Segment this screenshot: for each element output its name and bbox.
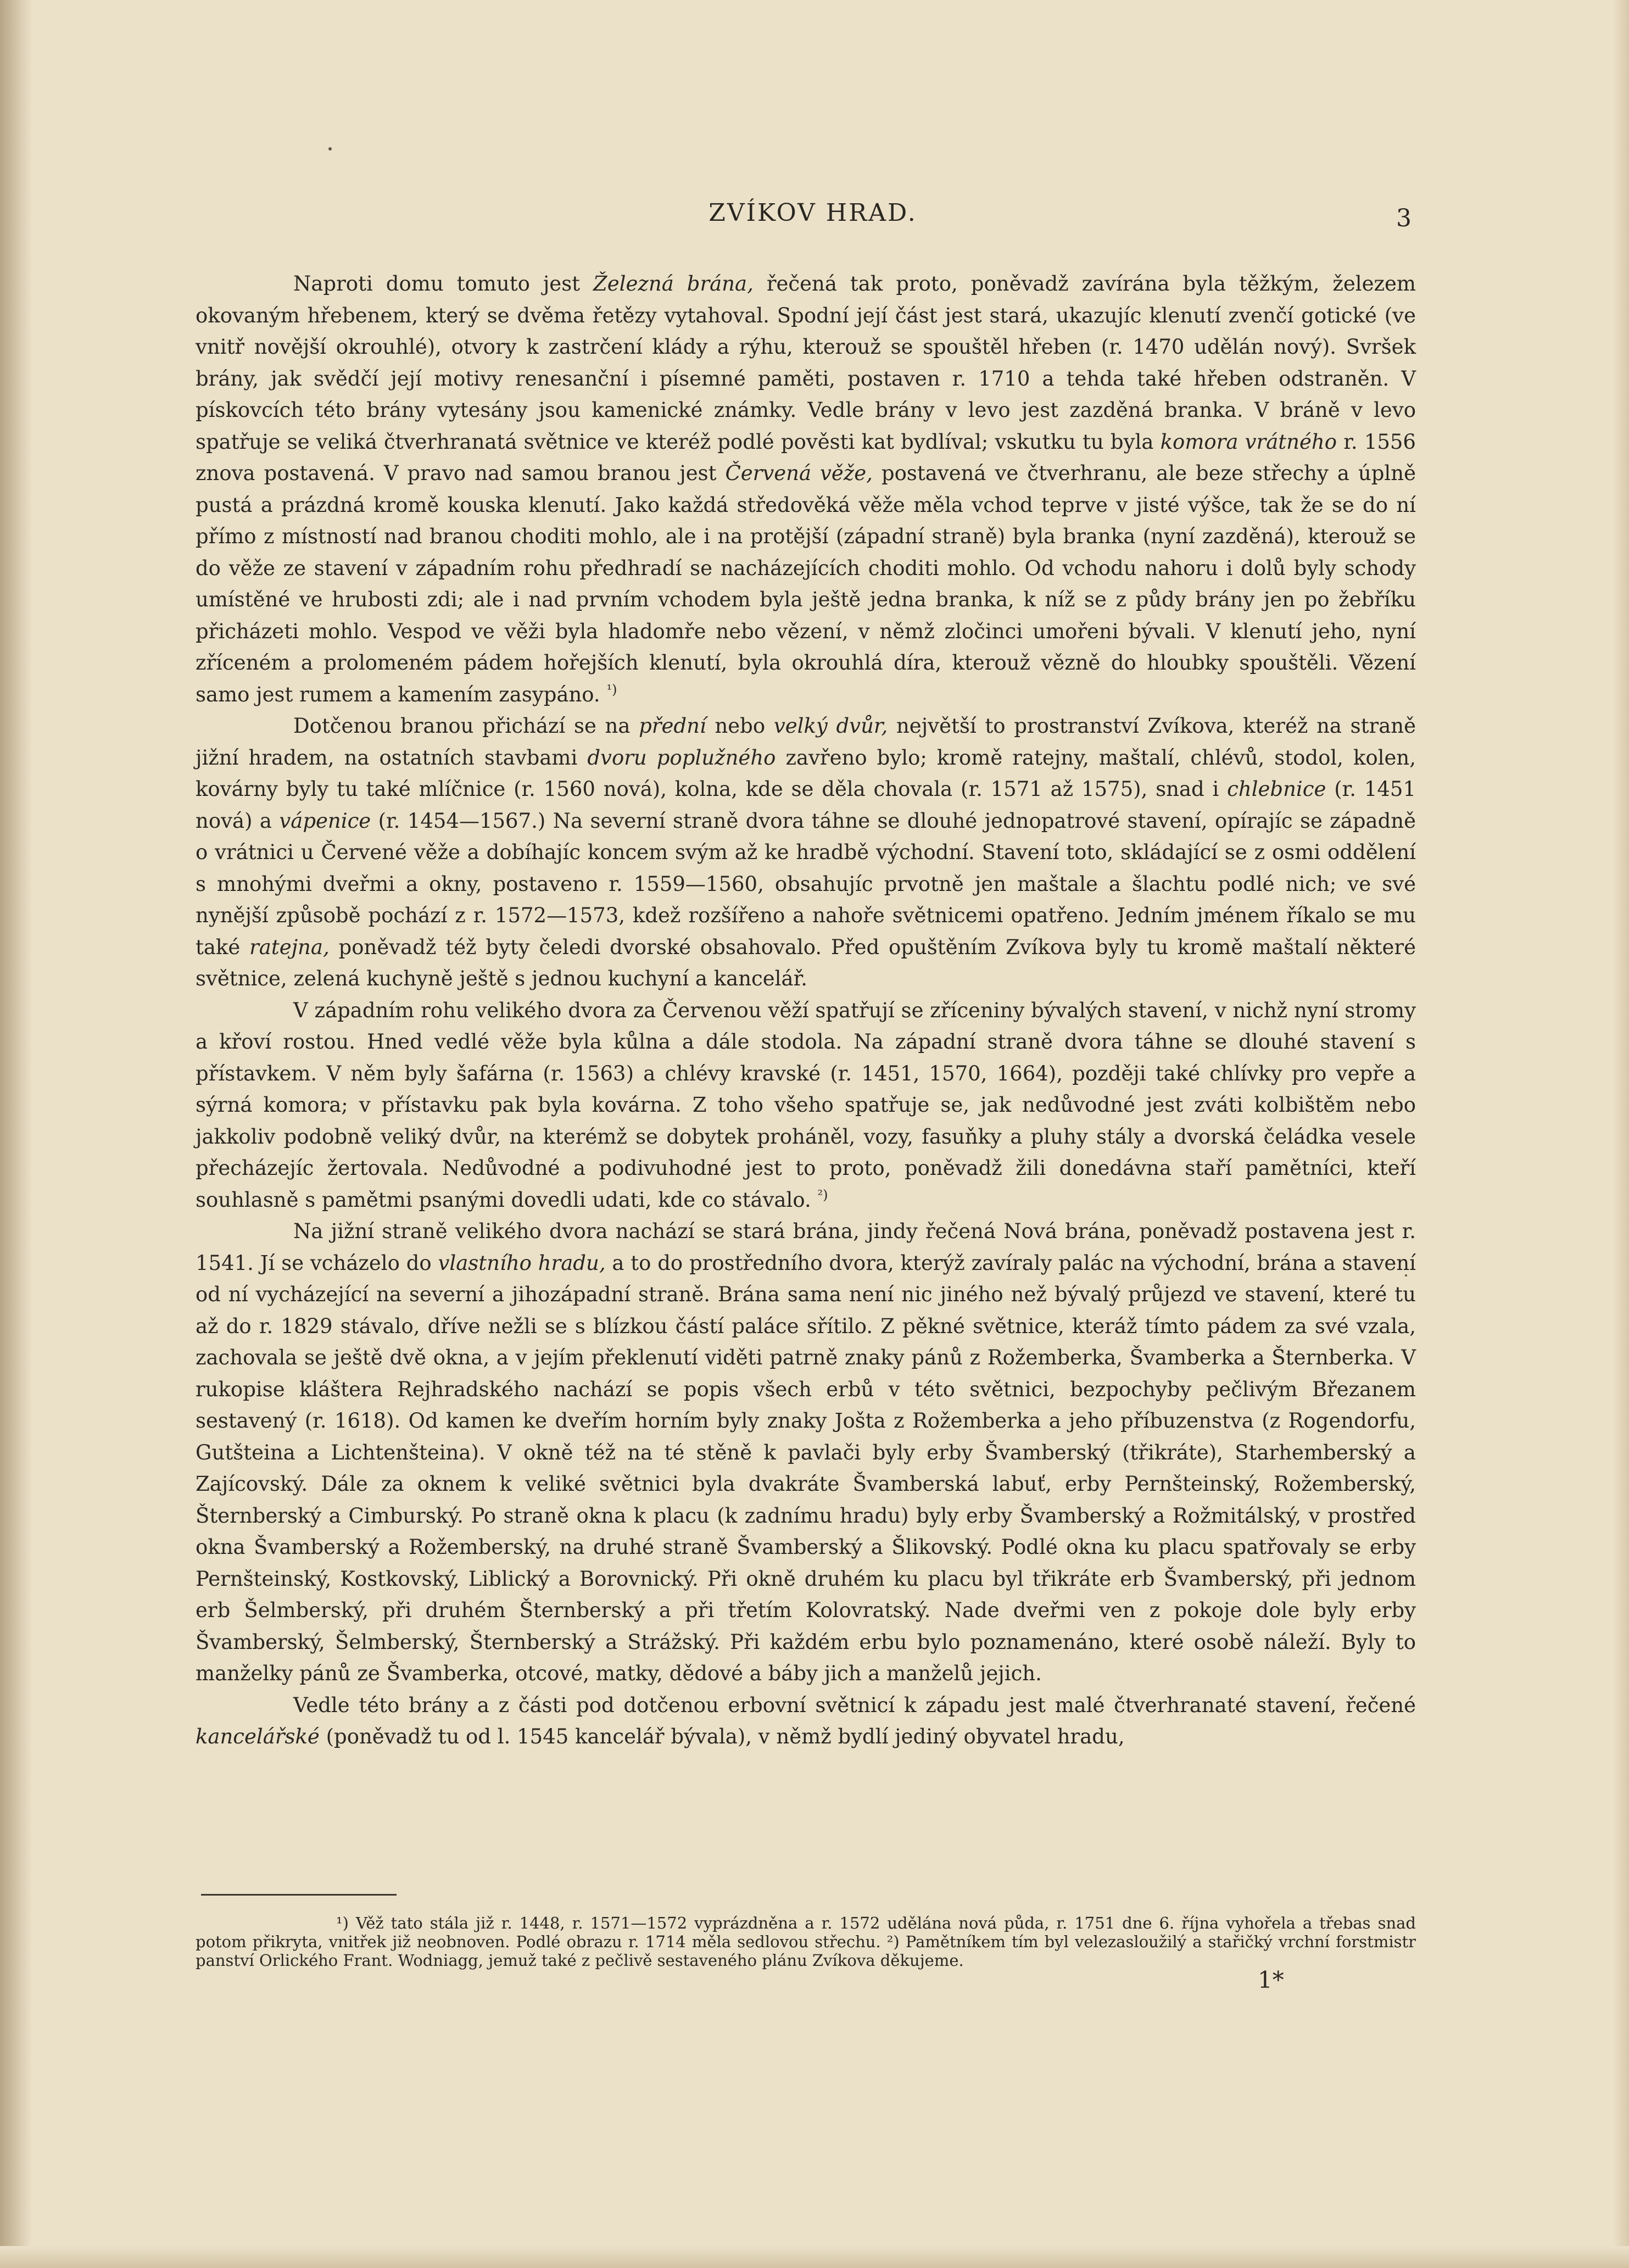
page-edge-right xyxy=(1613,0,1629,2268)
running-head: ZVÍKOV HRAD. xyxy=(708,199,917,227)
text-run: postavená ve čtverhranu, ale beze střechy a úplně pustá a prázdná kromě kouska klenutí. Jako každá středověká věže měla vchod teprve v jisté výšce, tak že se do ní přímo z místností nad branou choditi mohlo, ale i na protější (západní straně) byla branka (nyní zazděná), kterouž se do věže ze stavení v západním rohu předhradí se nacházejících choditi mohlo. Od vchodu nahoru i dolů byly schody umístěné ve hrubosti zdi; ale i nad prvním vchodem byla ještě jedna branka, k níž se z půdy brány jen po žebříku přicházeti mohlo. Vespod ve věži byla hladomře nebo vězení, v němž zločinci umořeni bývali. V klenutí jeho, nyní zříceném a prolomeném pádem hořejších klenutí, byla okrouhlá díra, kterouž vězně do hloubky spouštěli. Vězení samo jest rumem a kamením zasypáno. xyxy=(196,461,1416,706)
paragraph xyxy=(196,268,1416,710)
paper-speck xyxy=(328,147,332,151)
text-run: V západním rohu velikého dvora za Červenou věží spatřují se zříceniny bývalých stavení, v nichž nyní stromy a křoví rostou. Hned vedlé věže byla kůlna a dále stodola. Na západní straně dvora táhne se dlouhé stavení s přístavkem. V něm byly šafárna (r. 1563) a chlévy kravské (r. 1451, 1570, 1664), později také chlívky pro vepře a sýrná komora; v přístavku pak byla kovárna. Z toho všeho spatřuje se, jak nedůvodné jest zváti kolbištěm nebo jakkoliv podobně veliký dvůr, na kterémž se dobytek proháněl, vozy, fasuňky a pluhy stály a dvorská čeládka vesele přecházejíc žertovala. Nedůvodné a podivuhodné jest to proto, poněvadž žili donedávna staří pamětníci, kteří souhlasně s pamětmi psanými dovedli udati, kde co stávalo. xyxy=(196,998,1416,1212)
text-run: Vedle této brány a z části pod dotčenou erbovní světnicí k západu jest malé čtverhranaté stavení, řečené xyxy=(293,1693,1416,1717)
text-run: (poněvadž tu od l. 1545 kancelář bývala), v němž bydlí jediný obyvatel hradu, xyxy=(319,1725,1125,1748)
text-run: Dotčenou branou přichází se na xyxy=(293,714,639,738)
text-run: (r. 1454—1567.) Na severní straně dvora táhne se dlouhé jednopatrové stavení, opírajíc se západně o vrátnici u Červené věže a dobíhajíc koncem svým až ke hradbě východní. Stavení toto, skládající se z osmi oddělení s mnohými dveřmi a okny, postaveno r. 1559—1560, obsahujíc prvotně jen maštale a šlachtu podlé nich; ve své nynější způsobě pochází z r. 1572—1573, kdež rozšířeno a nahoře světnicemi opatřeno. Jedním jménem říkalo se mu také xyxy=(196,809,1416,959)
italic-run: Železná brána, xyxy=(593,272,754,296)
body-text xyxy=(196,268,1416,1753)
italic-run: dvoru poplužného xyxy=(587,745,776,770)
footnotes: ¹) Věž tato stála již r. 1448, r. 1571—1572 vyprázdněna a r. 1572 udělána nová půda, r. 1751 dne 6. října vyhořela a třebas snad potom přikryta, vnitřek již neobnoven. Podlé obrazu r. 1714 měla sedlovou střechu. ²) Pamětníkem tím byl velezasloužilý a stařičký vrchní forstmistr panství Orlického Frant. Wodniagg, jemuž také z pečlivě sestaveného plánu Zvíkova děkujeme. xyxy=(196,1914,1416,1970)
text-run: zavřeno bylo; kromě ratejny, maštalí, chlévů, stodol, kolen, kovárny byly tu také mlíčnice (r. 1560 nová), kolna, kde se děla chovala (r. 1571 až 1575), snad i xyxy=(196,745,1416,801)
italic-run: vápenice xyxy=(279,809,371,833)
italic-run: kancelářské xyxy=(196,1725,320,1748)
paragraph xyxy=(196,1216,1416,1690)
page-number: 3 xyxy=(1396,204,1412,232)
text-run: (r. 1451 nová) a xyxy=(196,777,1416,833)
paragraph xyxy=(196,1690,1416,1753)
text-run: a to do prostředního dvora, kterýž zavíraly palác na východní, brána a stavení od ní vycházející na severní a jihozápadní straně. Brána sama není nic jiného než bývalý průjezd ve stavení, které tu až do r. 1829 stávalo, dříve nežli se s blízkou částí paláce sřítilo. Z pěkné světnice, kteráž tímto pádem za své vzala, zachovala se ještě dvě okna, a v jejím překlenutí viděti patrně znaky pánů z Rožemberka, Švamberka a Šternberka. V rukopise kláštera Rejhradského nachází se popis všech erbů v této světnici, bezpochyby pečlivým Březanem sestavený (r. 1618). Od kamen ke dveřím horním byly znaky Jošta z Rožemberka a jeho příbuzenstva (z Rogendorfu, Gutšteina a Lichtenšteina). V okně též na té stěně k pavlači byly erby Švamberský (třikráte), Starhemberský a Zajícovský. Dále za oknem k veliké světnici byla dvakráte Švamberská labuť, erby Pernšteinský, Rožemberský, Šternberský a Cimburský. Po straně okna k placu (k zadnímu hradu) byly erby Švamberský a Rožmitálský, v prostřed okna Švamberský a Rožemberský, na druhé straně Švamberský a Šlikovský. Podlé okna ku placu spatřovaly se erby Pernšteinský, Kostkovský, Liblický a Borovnický. Při okně druhém ku placu byl třikráte erb Švamberský, při jednom erb Šelmberský, při druhém Šternberský a při třetím Kolovratský. Nade dveřmi ven z pokoje dole byly erby Švamberský, Šelmberský, Šternberský a Strážský. Při každém erbu bylo poznamenáno, které osobě náleží. Byly to manželky pánů ze Švamberka, otcové, matky, dědové a báby jich a manželů jejich. xyxy=(196,1251,1416,1685)
text-run: největší to prostranství Zvíkova, kteréž na straně jižní hradem, na ostatních stavbami xyxy=(196,714,1416,770)
footnote-rule xyxy=(201,1894,397,1896)
binding-gutter xyxy=(0,0,32,2268)
italic-run: vlastního hradu, xyxy=(438,1251,606,1275)
text-run: Naproti domu tomuto jest xyxy=(293,272,594,296)
text-run: poněvadž též byty čeledi dvorské obsahovalo. Před opuštěním Zvíkova byly tu kromě maštalí některé světnice, zelená kuchyně ještě s jednou kuchyní a kancelář. xyxy=(196,935,1416,990)
italic-run: chlebnice xyxy=(1227,777,1326,801)
text-run: r. 1556 znova postavená. V pravo nad samou branou jest xyxy=(196,430,1416,485)
italic-run: ratejna, xyxy=(249,935,330,959)
italic-run: velký dvůr, xyxy=(773,714,888,738)
page-edge-bottom xyxy=(0,2246,1629,2268)
paragraph xyxy=(196,710,1416,995)
text-run: Na jižní straně velikého dvora nachází se stará brána, jindy řečená Nová brána, poněvadž postavena jest r. 1541. Jí se vcházelo do xyxy=(196,1219,1416,1275)
footnote-ref: ¹) xyxy=(606,682,617,698)
paragraph xyxy=(196,995,1416,1216)
text-run: nebo xyxy=(706,714,774,738)
signature-mark: 1* xyxy=(1258,1966,1284,1993)
text-run: řečená tak proto, poněvadž zavírána byla těžkým, železem okovaným hřebenem, který se dvěma řetězy vytahoval. Spodní její část jest stará, ukazujíc klenutí zvenčí gotické (ve vnitř novější okrouhlé), otvory k zastrčení klády a rýhu, kterouž se spouštěl hřeben (r. 1470 udělán nový). Svršek brány, jak svědčí její motivy renesanční i písemné paměti, postaven r. 1710 a tehda také hřeben odstraněn. V pískovcích této brány vytesány jsou kamenické známky. Vedle brány v levo jest zazděná branka. V bráně v levo spatřuje se veliká čtverhranatá světnice ve kteréž podlé pověsti kat bydlíval; vskutku tu byla xyxy=(196,272,1416,454)
italic-run: Červená věže, xyxy=(725,461,873,485)
italic-run: přední xyxy=(639,714,706,738)
footnote-ref: ²) xyxy=(817,1187,828,1203)
italic-run: komora vrátného xyxy=(1160,430,1337,454)
